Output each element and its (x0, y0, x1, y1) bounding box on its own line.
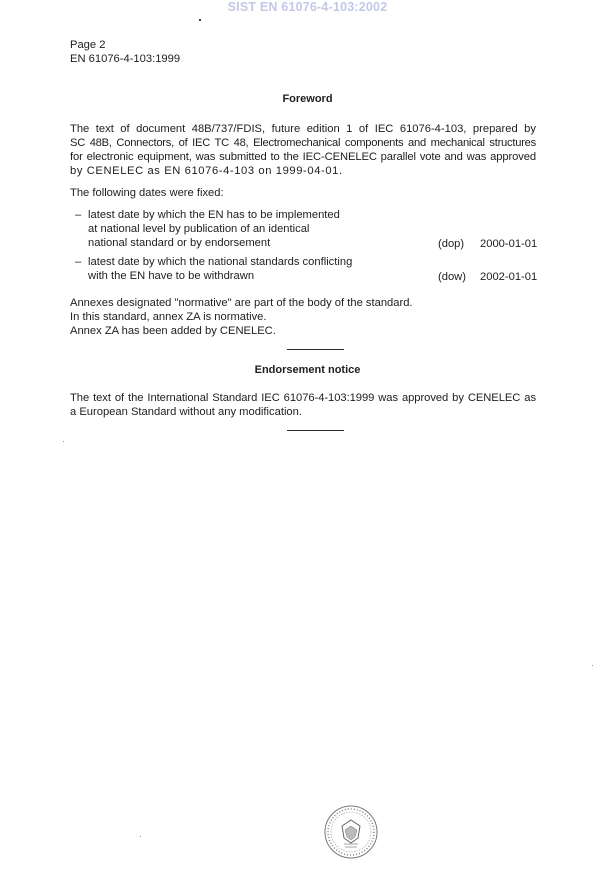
scan-speck (63, 441, 64, 442)
date-value: 2000-01-01 (480, 238, 538, 250)
date-abbreviation: (dow) (438, 271, 466, 283)
official-seal-stamp-icon (323, 804, 379, 860)
foreword-line: SC 48B, Connectors, of IEC TC 48, Electromechanical components and mechanical structures (70, 137, 536, 149)
page-header (70, 38, 180, 66)
annex-line: In this standard, annex ZA is normative. (70, 311, 267, 323)
dash-bullet: – (75, 209, 82, 221)
endorsement-line: The text of the International Standard IEC 61076-4-103:1999 was approved by CENELEC as (70, 392, 536, 404)
date-item-text: latest date by which the EN has to be implemented (88, 209, 340, 221)
dates-intro: The following dates were fixed: (70, 187, 224, 199)
foreword-line: The text of document 48B/737/FDIS, future edition 1 of IEC 61076-4-103, prepared by (70, 123, 536, 135)
foreword-title: Foreword (282, 93, 333, 105)
scan-speck (140, 836, 141, 837)
endorsement-paragraph (70, 391, 536, 419)
document-id: EN 61076-4-103:1999 (70, 53, 181, 65)
section-divider (287, 349, 344, 350)
annex-line: Annex ZA has been added by CENELEC. (70, 325, 276, 337)
date-item-text: at national level by publication of an identical (88, 223, 310, 235)
foreword-paragraph (70, 122, 536, 178)
date-abbreviation: (dop) (438, 238, 465, 250)
annex-notes (70, 296, 413, 338)
foreword-line: for electronic equipment, was submitted to the IEC-CENELEC parallel vote and was approved (70, 151, 536, 163)
date-item-text: national standard or by endorsement (88, 237, 271, 249)
endorsement-title: Endorsement notice (254, 364, 361, 376)
date-item-text: with the EN have to be withdrawn (88, 270, 255, 282)
section-divider (287, 430, 344, 431)
page-number: Page 2 (70, 39, 106, 51)
scan-speck (592, 665, 593, 666)
endorsement-line: a European Standard without any modification. (70, 406, 302, 418)
date-value: 2002-01-01 (480, 271, 538, 283)
watermark: SIST EN 61076-4-103:2002 (227, 0, 388, 14)
foreword-line: by CENELEC as EN 61076-4-103 on 1999-04-01. (70, 165, 343, 177)
dash-bullet: – (75, 256, 82, 268)
scan-mark (199, 19, 201, 21)
annex-line: Annexes designated "normative" are part of the body of the standard. (70, 297, 413, 309)
date-item-text: latest date by which the national standards conflicting (88, 256, 353, 268)
